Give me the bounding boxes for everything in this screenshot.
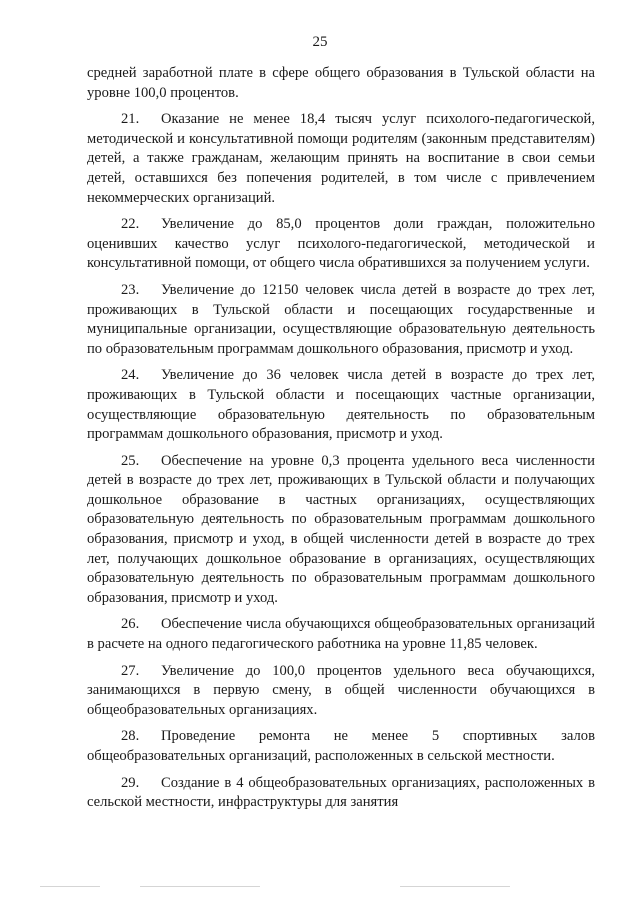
paragraph-text: Оказание не менее 18,4 тысяч услуг психолого-педагогической, методической и консультативной помощи родителям (законным представителям) детей, а также гражданам, желающим принять на воспитание в свои семьи детей, оставшихся без попечения родителей, в том числе с привлечением некоммерческих организаций. [87,111,595,206]
item-number: 29. [121,774,140,791]
list-item [87,774,595,813]
list-item [87,452,595,609]
item-number: 26. [121,616,140,633]
paragraph-text: Обеспечение на уровне 0,3 процента удельного веса численности детей в возрасте до трех лет, проживающих в Тульской области и получающих дошкольное образование в частных организациях, осуществляющих образовательную деятельность по образовательным программам дошкольного образования, присмотр и уход, в общей численности детей в возрасте до трех лет, получающих дошкольное образование в организациях, осуществляющих образовательную деятельность по образовательным программам дошкольного образования, присмотр и уход. [87,452,595,606]
paragraph-text: Увеличение до 85,0 процентов доли граждан, положительно оценивших качество услуг психолого-педагогической, методической и консультативной помощи, от общего числа обратившихся за получением услуги. [87,216,595,272]
list-item [87,281,595,359]
item-number: 22. [121,216,140,233]
paragraph-text: Создание в 4 общеобразовательных организациях, расположенных в сельской местности, инфраструктуры для занятия [87,774,595,811]
scan-artifact [400,886,510,887]
list-item [87,215,595,274]
list-item [87,615,595,654]
scan-artifact [40,886,100,887]
page-number: 25 [312,34,328,50]
item-number: 24. [121,367,140,384]
item-number: 25. [121,452,140,469]
document-body [87,64,595,820]
item-number: 27. [121,662,140,679]
item-number: 28. [121,728,140,745]
scan-artifact [140,886,260,887]
list-item [87,662,595,721]
paragraph-text: Обеспечение числа обучающихся общеобразовательных организаций в расчете на одного педагогического работника на уровне 11,85 человек. [87,616,595,653]
list-item [87,727,595,766]
paragraph-text: Увеличение до 100,0 процентов удельного веса обучающихся, занимающихся в первую смену, в общей численности обучающихся в общеобразовательных организациях. [87,662,595,718]
paragraph-continuation [87,64,595,103]
item-number: 21. [121,111,140,128]
paragraph-text: Увеличение до 12150 человек числа детей в возрасте до трех лет, проживающих в Тульской области и посещающих государственные и муниципальные организации, осуществляющие образовательную деятельность по образовательным программам дошкольного образования, присмотр и уход. [87,281,595,357]
list-item [87,110,595,208]
paragraph-text: Проведение ремонта не менее 5 спортивных залов общеобразовательных организаций, расположенных в сельской местности. [87,728,595,764]
list-item [87,366,595,444]
paragraph-text: Увеличение до 36 человек числа детей в возрасте до трех лет, проживающих в Тульской области и посещающих частные организации, осуществляющие образовательную деятельность по образовательным программам дошкольного образования, присмотр и уход. [87,367,595,443]
item-number: 23. [121,281,140,298]
paragraph-text: средней заработной плате в сфере общего образования в Тульской области на уровне 100,0 процентов. [87,65,595,101]
